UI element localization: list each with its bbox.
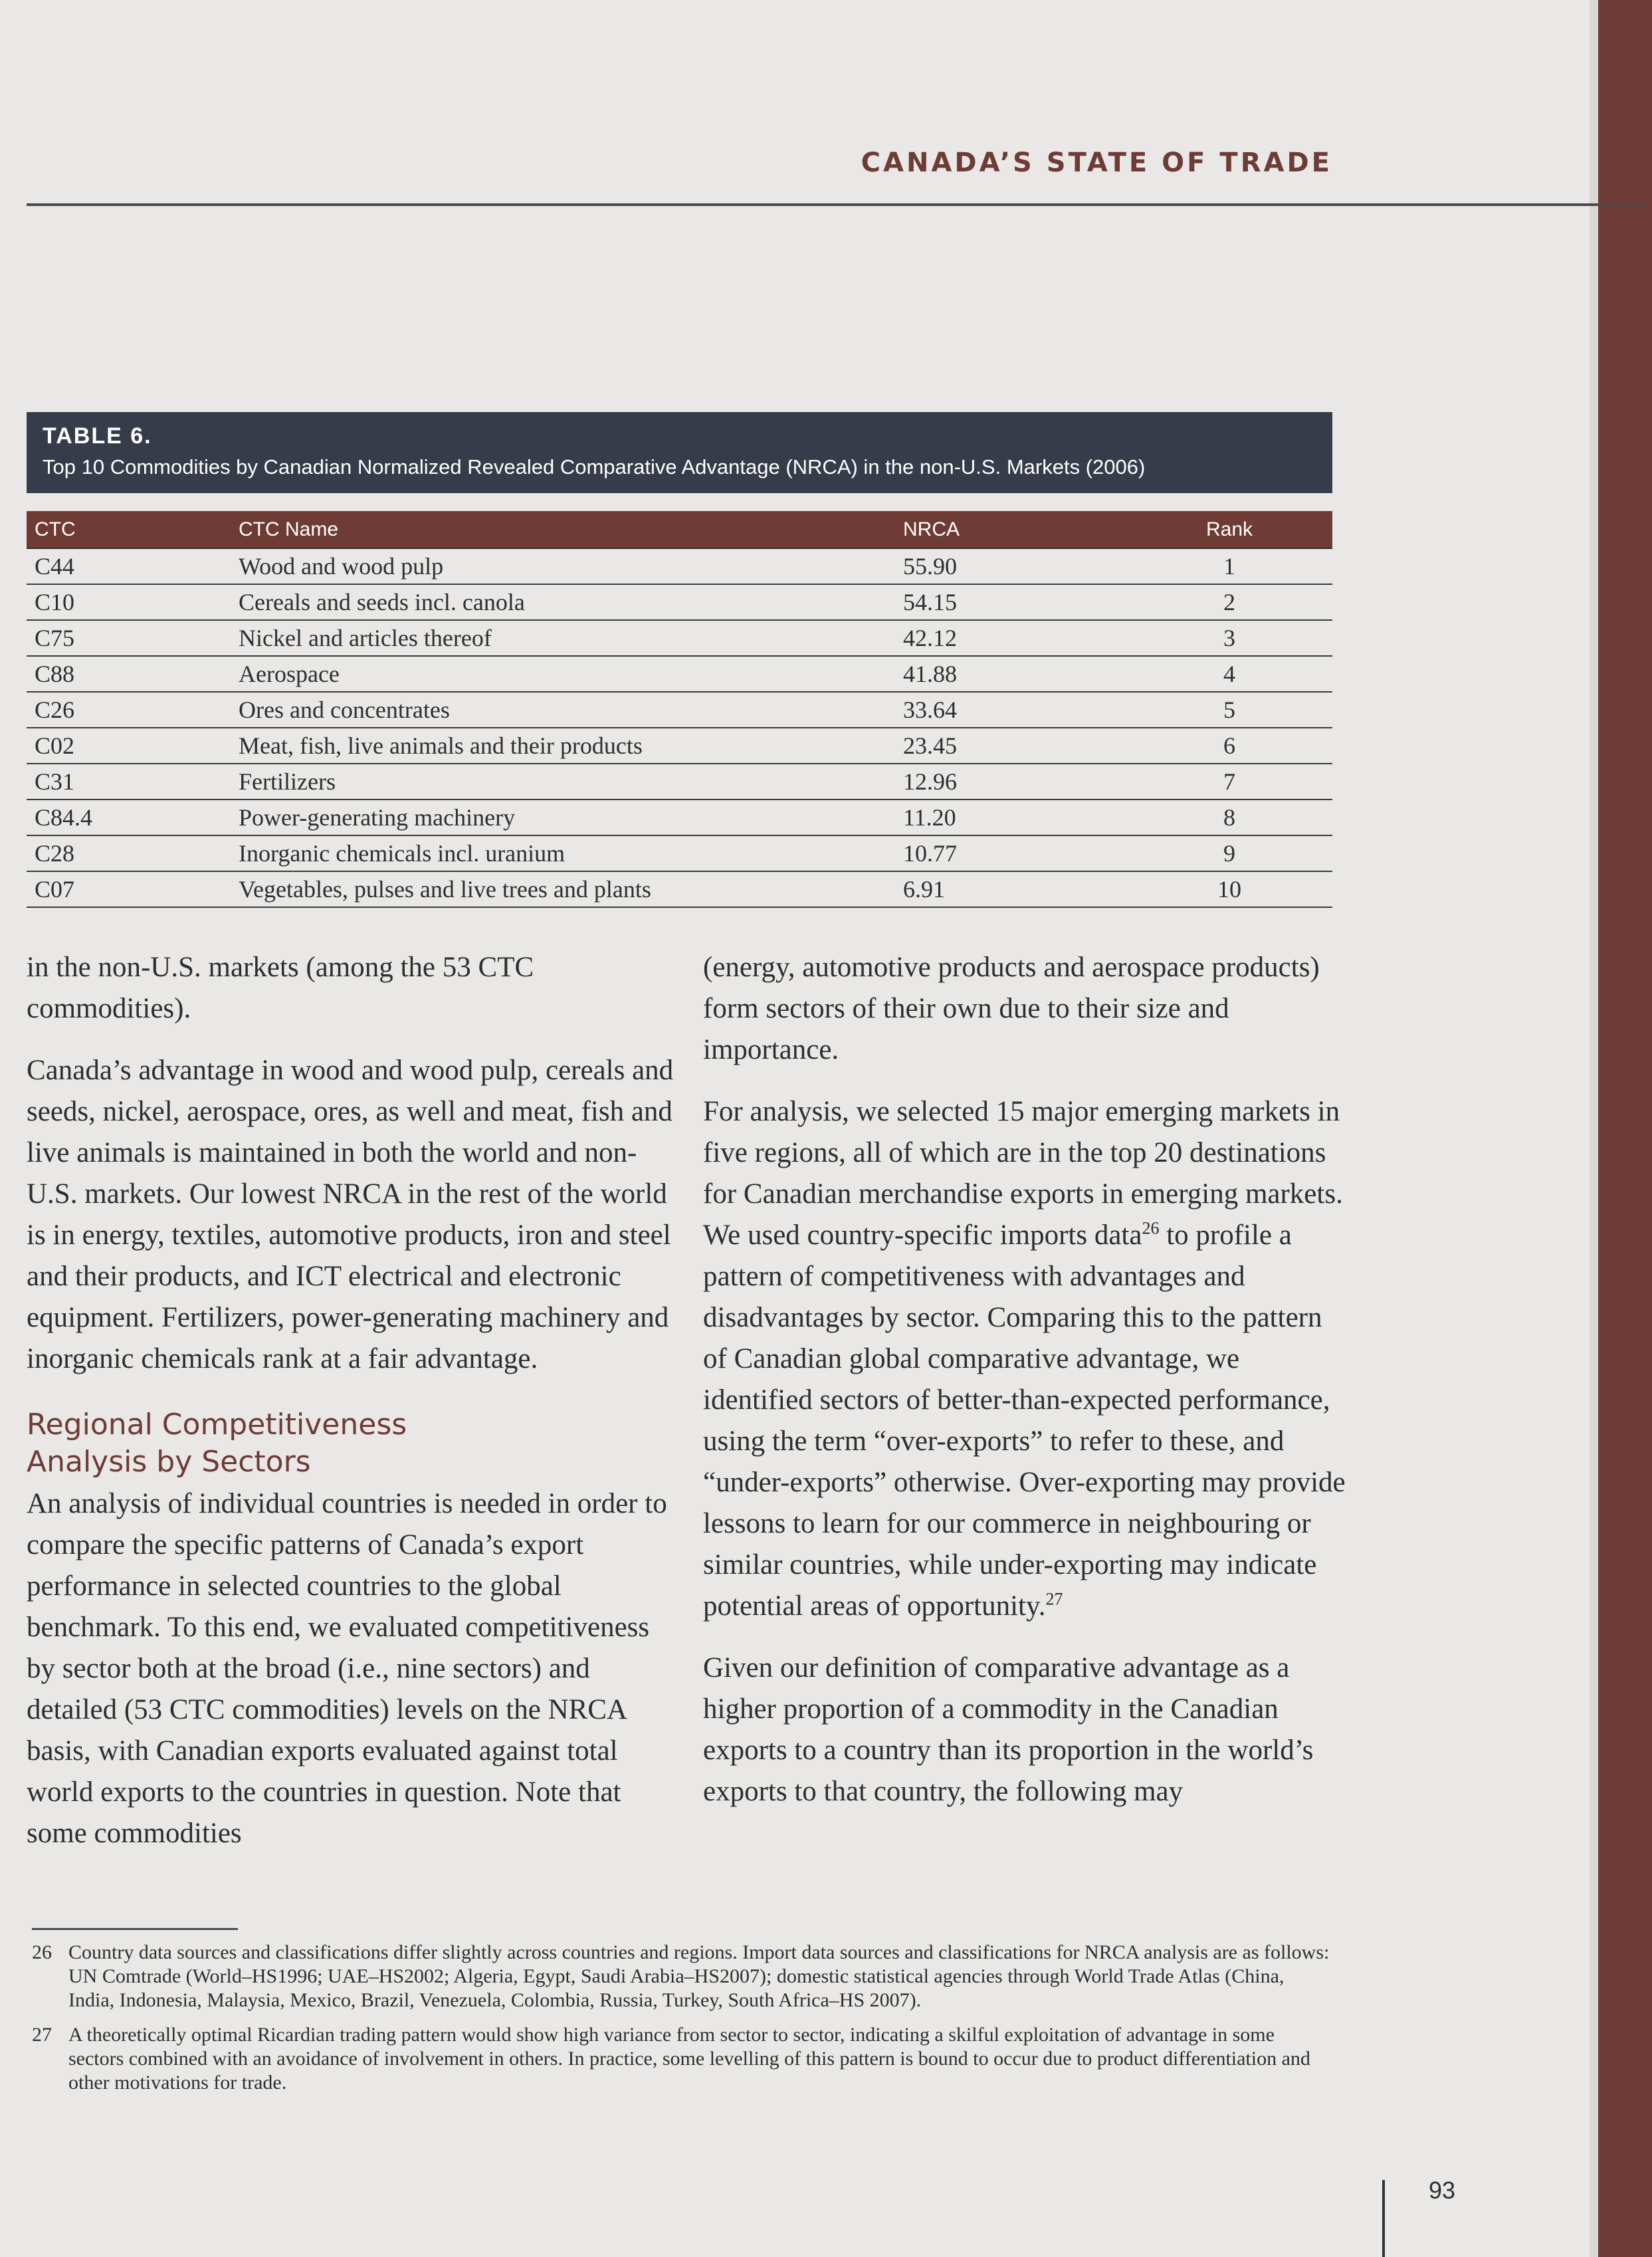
cell-ctc: C88 bbox=[27, 656, 231, 692]
cell-rank: 10 bbox=[1101, 871, 1332, 907]
cell-ctc-name: Power-generating machinery bbox=[231, 800, 895, 835]
cell-ctc: C28 bbox=[27, 835, 231, 871]
cell-ctc: C10 bbox=[27, 584, 231, 620]
footnote bbox=[32, 2023, 1334, 2095]
cell-ctc: C44 bbox=[27, 548, 231, 584]
cell-ctc: C26 bbox=[27, 692, 231, 728]
table-row bbox=[27, 584, 1332, 620]
left-column bbox=[27, 947, 674, 1875]
cell-rank: 4 bbox=[1101, 656, 1332, 692]
cell-ctc-name: Wood and wood pulp bbox=[231, 548, 895, 584]
cell-nrca: 6.91 bbox=[895, 871, 1101, 907]
column-header-ctc-name: CTC Name bbox=[231, 511, 895, 548]
table-row bbox=[27, 764, 1332, 800]
cell-ctc: C07 bbox=[27, 871, 231, 907]
cell-nrca: 11.20 bbox=[895, 800, 1101, 835]
cell-ctc: C75 bbox=[27, 620, 231, 656]
cell-nrca: 54.15 bbox=[895, 584, 1101, 620]
footnote-text: Country data sources and classifications differ slightly across countries and regions. Import data sources and classifications for NRCA analysis are as follows: UN Comtrade (World–HS1996; UAE–HS2002; Algeria, Egypt, Saudi Arabia–HS2007); domestic statistical agencies through World Trade Atlas (China, India, Indonesia, Malaysia, Mexico, Brazil, Venezuela, Colombia, Russia, Turkey, South Africa–HS 2007). bbox=[68, 1941, 1330, 2011]
footnote bbox=[32, 1941, 1334, 2012]
footnote-number: 26 bbox=[32, 1941, 52, 1963]
column-header-ctc: CTC bbox=[27, 511, 231, 548]
table-header-row bbox=[27, 511, 1332, 548]
page-number: 93 bbox=[1429, 2177, 1456, 2204]
body-paragraph: Given our definition of comparative advantage as a higher proportion of a commodity in the Canadian exports to a country than its proportion in the world’s exports to that country, the following may bbox=[703, 1652, 1314, 1807]
header-rule bbox=[27, 203, 1648, 206]
footnote-ref-27: 27 bbox=[1045, 1589, 1063, 1609]
cell-nrca: 42.12 bbox=[895, 620, 1101, 656]
body-paragraph: in the non-U.S. markets (among the 53 CTC commodities). bbox=[27, 952, 534, 1024]
page-number-rule bbox=[1382, 2180, 1385, 2257]
nrca-table bbox=[27, 511, 1332, 908]
cell-ctc-name: Fertilizers bbox=[231, 764, 895, 800]
cell-rank: 6 bbox=[1101, 728, 1332, 764]
table-label: TABLE 6. bbox=[43, 423, 152, 449]
table-row bbox=[27, 620, 1332, 656]
column-header-rank: Rank bbox=[1101, 511, 1332, 548]
cell-rank: 8 bbox=[1101, 800, 1332, 835]
cell-nrca: 41.88 bbox=[895, 656, 1101, 692]
cell-ctc-name: Ores and concentrates bbox=[231, 692, 895, 728]
column-header-nrca: NRCA bbox=[895, 511, 1101, 548]
cell-rank: 7 bbox=[1101, 764, 1332, 800]
running-header: CANADA’S STATE OF TRADE bbox=[861, 148, 1332, 178]
table-row bbox=[27, 800, 1332, 835]
cell-nrca: 23.45 bbox=[895, 728, 1101, 764]
cell-ctc-name: Nickel and articles thereof bbox=[231, 620, 895, 656]
table-row bbox=[27, 871, 1332, 907]
table-row bbox=[27, 728, 1332, 764]
cell-ctc-name: Vegetables, pulses and live trees and plants bbox=[231, 871, 895, 907]
footnote-ref-26: 26 bbox=[1142, 1218, 1160, 1238]
body-paragraph: An analysis of individual countries is needed in order to compare the specific patterns of Canada’s export performance in selected countries to the global benchmark. To this end, we evaluated competitiveness by sector both at the broad (i.e., nine sectors) and detailed (53 CTC commodities) levels on the NRCA basis, with Canadian exports evaluated against total world exports to the countries in question. Note that some commodities bbox=[27, 1488, 667, 1849]
cell-nrca: 10.77 bbox=[895, 835, 1101, 871]
page-edge-band bbox=[1598, 0, 1652, 2257]
cell-ctc: C02 bbox=[27, 728, 231, 764]
footnotes bbox=[32, 1941, 1334, 2105]
cell-ctc-name: Meat, fish, live animals and their products bbox=[231, 728, 895, 764]
footnote-number: 27 bbox=[32, 2024, 52, 2046]
table-title: Top 10 Commodities by Canadian Normalized Revealed Comparative Advantage (NRCA) in the non-U.S. Markets (2006) bbox=[43, 455, 1146, 479]
right-column bbox=[703, 947, 1351, 1833]
table-row bbox=[27, 656, 1332, 692]
cell-ctc-name: Inorganic chemicals incl. uranium bbox=[231, 835, 895, 871]
table-row bbox=[27, 692, 1332, 728]
body-paragraph: Canada’s advantage in wood and wood pulp, cereals and seeds, nickel, aerospace, ores, as well and meat, fish and live animals is maintained in both the world and non-U.S. markets. Our lowest NRCA in the rest of the world is in energy, textiles, automotive products, iron and steel and their products, and ICT electrical and electronic equipment. Fertilizers, power-generating machinery and inorganic chemicals rank at a fair advantage. bbox=[27, 1055, 674, 1374]
cell-ctc: C84.4 bbox=[27, 800, 231, 835]
cell-rank: 3 bbox=[1101, 620, 1332, 656]
cell-nrca: 12.96 bbox=[895, 764, 1101, 800]
cell-rank: 1 bbox=[1101, 548, 1332, 584]
table-row bbox=[27, 835, 1332, 871]
cell-rank: 2 bbox=[1101, 584, 1332, 620]
cell-ctc-name: Cereals and seeds incl. canola bbox=[231, 584, 895, 620]
section-heading: Regional Competitiveness Analysis by Sectors bbox=[27, 1408, 407, 1479]
cell-ctc: C31 bbox=[27, 764, 231, 800]
body-paragraph bbox=[703, 1091, 1351, 1627]
cell-rank: 9 bbox=[1101, 835, 1332, 871]
table-caption bbox=[27, 412, 1332, 493]
cell-rank: 5 bbox=[1101, 692, 1332, 728]
cell-nrca: 33.64 bbox=[895, 692, 1101, 728]
cell-nrca: 55.90 bbox=[895, 548, 1101, 584]
footnote-rule bbox=[32, 1928, 238, 1930]
table-row bbox=[27, 548, 1332, 584]
footnote-text: A theoretically optimal Ricardian trading pattern would show high variance from sector to sector, indicating a skilful exploitation of advantage in some sectors combined with an avoidance of involvement in others. In practice, some levelling of this pattern is bound to occur due to product differentiation and other motivations for trade. bbox=[68, 2024, 1310, 2094]
page-edge-shadow bbox=[1590, 0, 1598, 2257]
cell-ctc-name: Aerospace bbox=[231, 656, 895, 692]
body-text: For analysis, we selected 15 major emerging markets in five regions, all of which are in the top 20 destinations for Canadian merchandise exports in emerging markets. We used country-specific imports data bbox=[703, 1096, 1343, 1251]
body-paragraph: (energy, automotive products and aerospace products) form sectors of their own due to their size and importance. bbox=[703, 952, 1320, 1065]
body-text: to profile a pattern of competitiveness with advantages and disadvantages by sector. Comparing this to the pattern of Canadian global comparative advantage, we identified sectors of better-than-expected performance, using the term “over-exports” to refer to these, and “under-exports” otherwise. Over-exporting may provide lessons to learn for our commerce in neighbouring or similar countries, while under-exporting may indicate potential areas of opportunity. bbox=[703, 1220, 1346, 1622]
